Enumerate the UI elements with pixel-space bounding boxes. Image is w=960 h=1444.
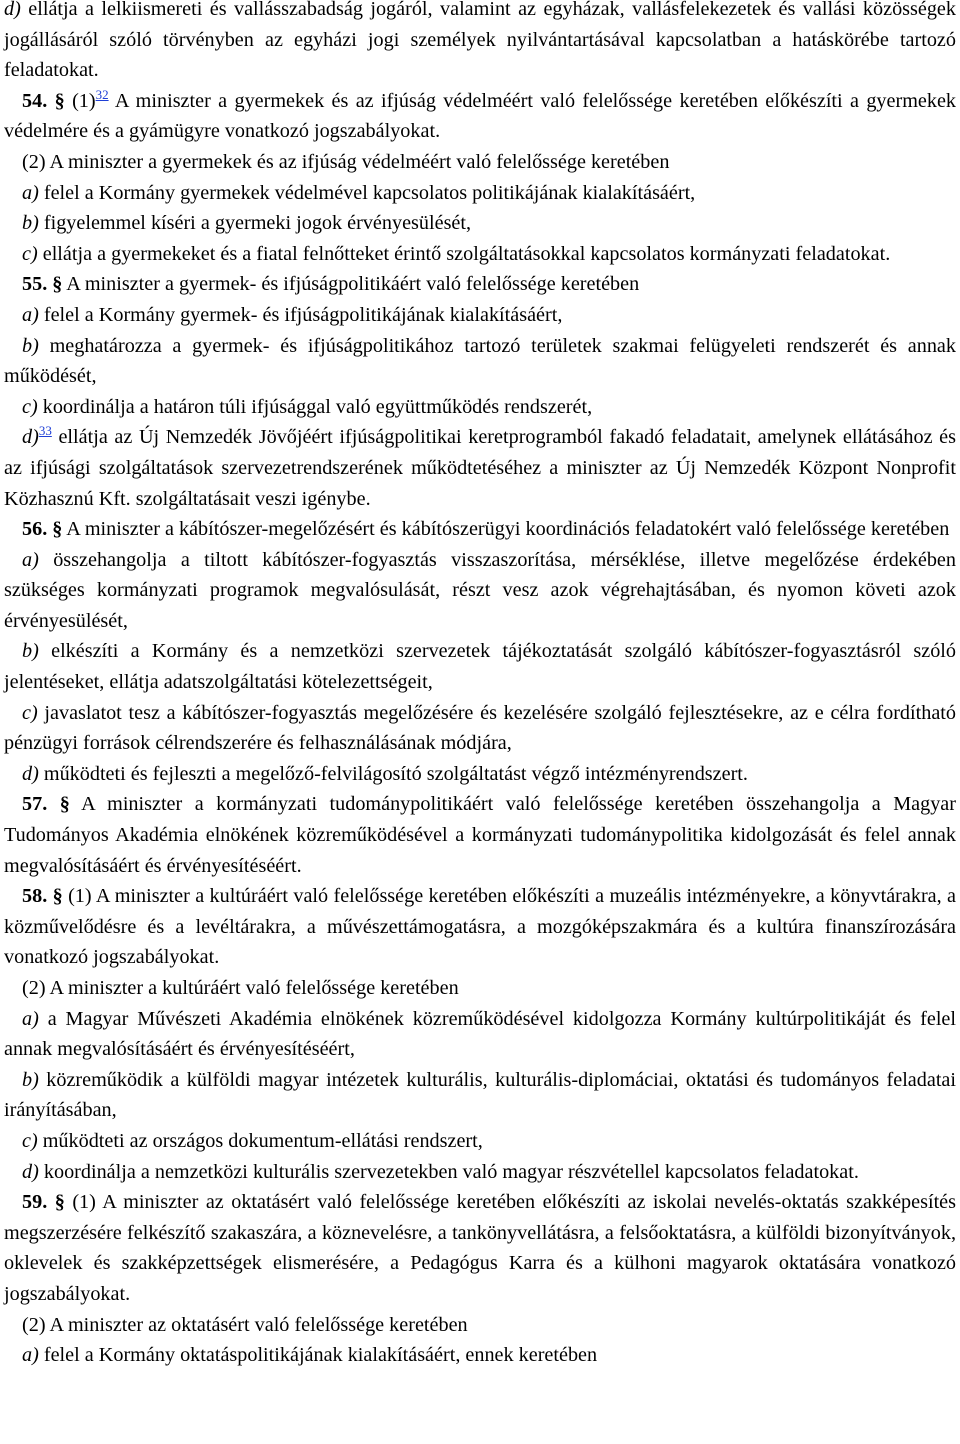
section-number: 55. — [22, 273, 48, 296]
list-item-paragraph — [4, 331, 956, 392]
subsection-number: (1) — [64, 89, 96, 112]
list-item-paragraph — [4, 178, 956, 209]
section-number: 58. — [22, 885, 48, 908]
paragraph-text: figyelemmel kíséri a gyermeki jogok érvényesülését, — [38, 212, 472, 235]
section-paragraph — [4, 1187, 956, 1309]
paragraph — [4, 1310, 956, 1341]
list-item-paragraph — [4, 422, 956, 514]
section-sign: § — [52, 885, 63, 908]
item-label: a) — [22, 181, 39, 204]
section-sign: § — [59, 793, 70, 816]
list-item-paragraph — [4, 392, 956, 423]
section-number: 57. — [22, 793, 48, 816]
paragraph-text: összehangolja a tiltott kábítószer-fogyasztás visszaszorítása, mérséklése, illetve megelőzése érdekében szükséges kormányzati programok megvalósulását, részt vesz azok végrehajtásában, és nyomon követi azok érvényesülését, — [4, 548, 956, 632]
item-label: a) — [22, 548, 39, 571]
paragraph-text: A miniszter a kormányzati tudománypolitikáért való felelőssége keretében összehangolja a Magyar Tudományos Akadémia elnökének közreműködésével a kormányzati tudománypolitika kidolgozását és felel annak megvalósításáért és érvényesítéséért. — [4, 793, 956, 877]
item-label: d) — [4, 0, 21, 20]
paragraph — [4, 973, 956, 1004]
footnote-link[interactable]: 32 — [95, 86, 109, 102]
section-number: 54. — [22, 89, 48, 112]
item-label: a) — [22, 1007, 39, 1030]
section-number: 59. — [22, 1191, 48, 1214]
item-label: c) — [22, 395, 38, 418]
paragraph-text: a Magyar Művészeti Akadémia elnökének közreműködésével kidolgozza Kormány kultúrpolitikáját és felel annak megvalósításáért és érvényesítéséért, — [4, 1007, 956, 1061]
item-label: d) — [22, 426, 39, 449]
paragraph-text: működteti és fejleszti a megelőző-felvilágosító szolgáltatást végző intézményrendszert. — [38, 762, 748, 785]
paragraph-text: A miniszter a kábítószer-megelőzésért és kábítószerügyi koordinációs feladatokért való felelőssége keretében — [62, 518, 950, 541]
item-label: b) — [22, 212, 39, 235]
paragraph-text: A miniszter a gyermekek és az ifjúság védelméért való felelőssége keretében előkészíti a gyermekek védelmére és a gyámügyre vonatkozó jogszabályokat. — [4, 89, 957, 143]
paragraph-text: (1) A miniszter az oktatásért való felelőssége keretében előkészíti az iskolai nevelés-oktatás szakképesítés megszerzésére felkészítő szakaszára, a köznevelésre, a tankönyvellátásra, a felsőoktatásra, a külföldi bizonyítványok, oklevelek és szakképzettségek elismerésére, a Pedagógus Karra és a külhoni magyarok oktatására vonatkozó jogszabályokat. — [4, 1191, 956, 1305]
section-sign: § — [52, 518, 63, 541]
item-label: c) — [22, 242, 38, 265]
item-label: c) — [22, 701, 38, 724]
paragraph-text: javaslatot tesz a kábítószer-fogyasztás megelőzésére és kezelésére szolgáló fejlesztésekre, az e célra fordítható pénzügyi források célrendszerére és felhasználásának módjára, — [4, 701, 956, 755]
list-item-paragraph — [4, 300, 956, 331]
section-number: 56. — [22, 518, 48, 541]
paragraph-text: elkészíti a Kormány és a nemzetközi szervezetek tájékoztatását szolgáló kábítószer-fogyasztásról szóló jelentéseket, ellátja adatszolgáltatási kötelezettségeit, — [4, 640, 956, 694]
item-label: d) — [22, 762, 39, 785]
section-sign: § — [54, 89, 65, 112]
item-label: b) — [22, 1068, 39, 1091]
paragraph-text: ellátja a gyermekeket és a fiatal felnőtteket érintő szolgáltatásokkal kapcsolatos kormányzati feladatokat. — [37, 242, 891, 265]
list-item-paragraph — [4, 0, 956, 86]
paragraph-text: (2) A miniszter a gyermekek és az ifjúság védelméért való felelőssége keretében — [22, 150, 670, 173]
paragraph-text: közreműködik a külföldi magyar intézetek kulturális, kulturális-diplomáciai, oktatási és tudományos feladatai irányításában, — [4, 1068, 956, 1122]
paragraph-text: koordinálja a nemzetközi kulturális szervezetekben való magyar részvétellel kapcsolatos feladatokat. — [38, 1160, 859, 1183]
paragraph-text: felel a Kormány gyermekek védelmével kapcsolatos politikájának kialakításáért, — [38, 181, 696, 204]
section-sign: § — [54, 1191, 65, 1214]
list-item-paragraph — [4, 239, 956, 270]
list-item-paragraph — [4, 1126, 956, 1157]
item-label: b) — [22, 334, 39, 357]
section-paragraph — [4, 514, 956, 545]
section-paragraph — [4, 269, 956, 300]
paragraph-text: meghatározza a gyermek- és ifjúságpolitikához tartozó területek szakmai felügyeleti rendszerét és annak működését, — [4, 334, 956, 388]
item-label: a) — [22, 1344, 39, 1367]
section-paragraph — [4, 86, 956, 147]
item-label: a) — [22, 303, 39, 326]
paragraph-text: A miniszter a gyermek- és ifjúságpolitikáért való felelőssége keretében — [62, 273, 640, 296]
list-item-paragraph — [4, 1004, 956, 1065]
list-item-paragraph — [4, 208, 956, 239]
paragraph-text: (2) A miniszter a kultúráért való felelőssége keretében — [22, 977, 459, 999]
list-item-paragraph — [4, 1340, 956, 1371]
list-item-paragraph — [4, 636, 956, 697]
paragraph-text: ellátja a lelkiismereti és vallásszabadság jogáról, valamint az egyházak, vallásfelekezetek és vallási közösségek jogállásáról szóló törvényben az egyházi jogi személyek nyilvántartásával kapcsolatban a hatáskörébe tartozó feladatokat. — [4, 0, 956, 82]
list-item-paragraph — [4, 1065, 956, 1126]
list-item-paragraph — [4, 698, 956, 759]
paragraph-text: felel a Kormány gyermek- és ifjúságpolitikájának kialakításáért, — [38, 303, 563, 326]
paragraph-text: (2) A miniszter az oktatásért való felelőssége keretében — [22, 1313, 468, 1336]
list-item-paragraph — [4, 545, 956, 637]
section-paragraph — [4, 881, 956, 973]
paragraph-text: ellátja az Új Nemzedék Jövőjéért ifjúságpolitikai keretprogramból fakadó feladatait, amelynek ellátásához és az ifjúsági szolgáltatások szervezetrendszerének működtetéséhez a miniszter az Új Nemzedék Központ Nonprofit Közhasznú Kft. szolgáltatásait veszi igénybe. — [4, 426, 956, 510]
paragraph-text: (1) A miniszter a kultúráért való felelőssége keretében előkészíti a muzeális intézményekre, a könyvtárakra, a közművelődésre és a levéltárakra, a művészettámogatásra, a mozgóképszakmára és a kultúra finanszírozására vonatkozó jogszabályokat. — [4, 885, 957, 969]
paragraph-text: működteti az országos dokumentum-ellátási rendszert, — [37, 1129, 483, 1152]
paragraph-text: felel a Kormány oktatáspolitikájának kialakításáért, ennek keretében — [38, 1344, 598, 1367]
item-label: d) — [22, 1160, 39, 1183]
item-label: b) — [22, 640, 39, 663]
list-item-paragraph — [4, 759, 956, 790]
footnote-link[interactable]: 33 — [38, 423, 52, 439]
list-item-paragraph — [4, 1157, 956, 1188]
section-sign: § — [52, 273, 63, 296]
paragraph — [4, 147, 956, 178]
item-label: c) — [22, 1129, 38, 1152]
paragraph-text: koordinálja a határon túli ifjúsággal való együttműködés rendszerét, — [37, 395, 593, 418]
section-paragraph — [4, 789, 956, 881]
